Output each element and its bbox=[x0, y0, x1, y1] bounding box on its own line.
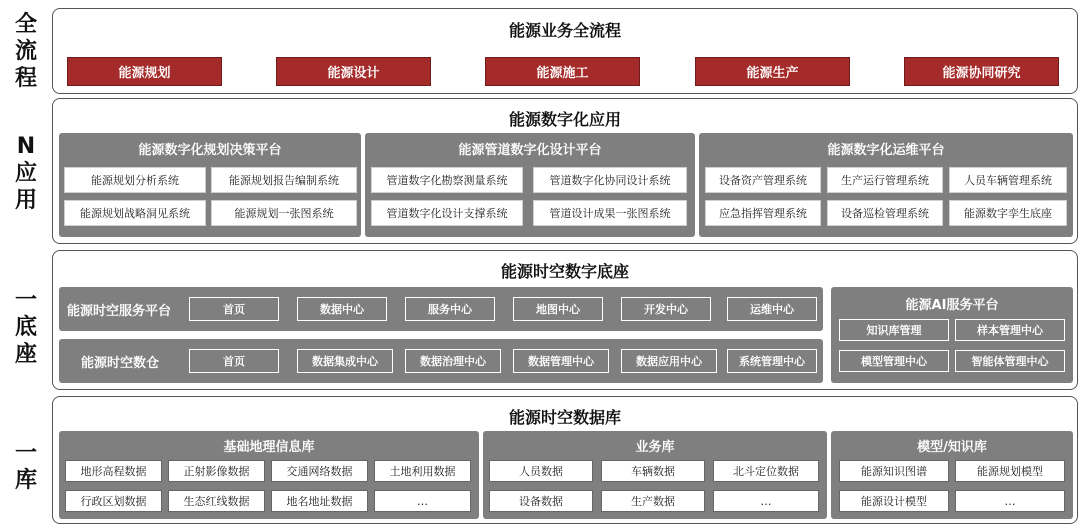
ai-platform-title: 能源AI服务平台 bbox=[905, 298, 999, 313]
db-layer-title: 能源时空数据库 bbox=[508, 408, 621, 427]
side-char: 应 bbox=[14, 160, 37, 186]
warehouse-item: 数据应用中心 bbox=[621, 349, 717, 373]
warehouse-item: 系统管理中心 bbox=[727, 349, 817, 373]
db-item: 地名地址数据 bbox=[271, 490, 368, 512]
platform-pipeline-design bbox=[365, 133, 695, 237]
flow-item-planning: 能源规划 bbox=[67, 57, 222, 86]
service-item: 首页 bbox=[189, 297, 279, 321]
side-label-base bbox=[0, 282, 52, 372]
db-group-title: 模型/知识库 bbox=[917, 440, 987, 455]
system-box: 管道数字化设计支撑系统 bbox=[371, 200, 523, 226]
platform-title: 能源数字化规划决策平台 bbox=[138, 143, 282, 158]
base-layer bbox=[52, 250, 1078, 390]
side-char: 一 bbox=[14, 287, 37, 313]
db-group-business bbox=[483, 431, 827, 519]
side-char: 全 bbox=[14, 11, 37, 37]
side-label-db bbox=[0, 432, 52, 502]
warehouse-item: 数据集成中心 bbox=[297, 349, 393, 373]
flow-item-research: 能源协同研究 bbox=[904, 57, 1059, 86]
service-item: 数据中心 bbox=[297, 297, 387, 321]
db-item: 生产数据 bbox=[601, 490, 705, 512]
system-box: 设备资产管理系统 bbox=[705, 167, 821, 193]
side-label-flow bbox=[0, 8, 52, 94]
warehouse-row bbox=[59, 339, 823, 383]
platform-operation bbox=[699, 133, 1073, 237]
system-box: 能源规划战略洞见系统 bbox=[64, 200, 206, 226]
db-layer bbox=[52, 396, 1078, 524]
db-item: 车辆数据 bbox=[601, 460, 705, 482]
flow-item-production: 能源生产 bbox=[695, 57, 850, 86]
ai-item: 样本管理中心 bbox=[955, 319, 1065, 341]
db-item: … bbox=[955, 490, 1065, 512]
db-item: 能源设计模型 bbox=[839, 490, 949, 512]
db-group-model bbox=[831, 431, 1073, 519]
platform-planning bbox=[59, 133, 361, 237]
base-layer-title: 能源时空数字底座 bbox=[500, 262, 629, 281]
db-item: 北斗定位数据 bbox=[713, 460, 819, 482]
service-platform-label: 能源时空服务平台 bbox=[67, 304, 172, 319]
apps-layer bbox=[52, 98, 1078, 244]
db-item: 能源规划模型 bbox=[955, 460, 1065, 482]
warehouse-label: 能源时空数仓 bbox=[81, 356, 160, 371]
db-group-title: 基础地理信息库 bbox=[223, 440, 315, 455]
platform-title: 能源数字化运维平台 bbox=[827, 143, 945, 158]
system-box: 能源规划分析系统 bbox=[64, 167, 206, 193]
db-item: 地形高程数据 bbox=[65, 460, 162, 482]
side-char: 用 bbox=[14, 187, 37, 213]
system-box: 设备巡检管理系统 bbox=[827, 200, 943, 226]
service-item: 运维中心 bbox=[727, 297, 817, 321]
db-group-title: 业务库 bbox=[635, 440, 675, 455]
service-platform-row bbox=[59, 287, 823, 331]
system-box: 应急指挥管理系统 bbox=[705, 200, 821, 226]
side-char: 座 bbox=[14, 341, 37, 367]
ai-item: 知识库管理 bbox=[839, 319, 949, 341]
ai-platform bbox=[831, 287, 1073, 383]
side-char: 一 bbox=[14, 441, 37, 466]
flow-item-design: 能源设计 bbox=[276, 57, 431, 86]
db-item: 行政区划数据 bbox=[65, 490, 162, 512]
warehouse-item: 数据治理中心 bbox=[405, 349, 501, 373]
system-box: 能源数字孪生底座 bbox=[949, 200, 1067, 226]
service-item: 服务中心 bbox=[405, 297, 495, 321]
db-item: … bbox=[713, 490, 819, 512]
system-box: 管道数字化勘察测量系统 bbox=[371, 167, 523, 193]
system-box: 生产运行管理系统 bbox=[827, 167, 943, 193]
flow-layer bbox=[52, 8, 1078, 94]
db-item: 生态红线数据 bbox=[168, 490, 265, 512]
db-group-geo bbox=[59, 431, 479, 519]
db-item: 设备数据 bbox=[489, 490, 593, 512]
db-item: 正射影像数据 bbox=[168, 460, 265, 482]
db-item: 土地利用数据 bbox=[374, 460, 471, 482]
platform-title: 能源管道数字化设计平台 bbox=[458, 143, 602, 158]
side-char: 程 bbox=[14, 65, 37, 91]
side-char: N bbox=[16, 133, 36, 159]
apps-layer-title: 能源数字化应用 bbox=[508, 110, 621, 129]
service-item: 地图中心 bbox=[513, 297, 603, 321]
db-item: 交通网络数据 bbox=[271, 460, 368, 482]
db-item: … bbox=[374, 490, 471, 512]
system-box: 管道设计成果一张图系统 bbox=[533, 200, 687, 226]
service-item: 开发中心 bbox=[621, 297, 711, 321]
db-item: 人员数据 bbox=[489, 460, 593, 482]
warehouse-item: 数据管理中心 bbox=[513, 349, 609, 373]
flow-layer-title: 能源业务全流程 bbox=[508, 21, 621, 40]
system-box: 人员车辆管理系统 bbox=[949, 167, 1067, 193]
db-item: 能源知识图谱 bbox=[839, 460, 949, 482]
side-char: 流 bbox=[14, 38, 37, 64]
side-char: 库 bbox=[14, 468, 37, 493]
side-char: 底 bbox=[14, 314, 37, 340]
system-box: 能源规划一张图系统 bbox=[211, 200, 357, 226]
system-box: 能源规划报告编制系统 bbox=[211, 167, 357, 193]
warehouse-item: 首页 bbox=[189, 349, 279, 373]
system-box: 管道数字化协同设计系统 bbox=[533, 167, 687, 193]
ai-item: 智能体管理中心 bbox=[955, 350, 1065, 372]
side-label-apps bbox=[0, 128, 52, 218]
ai-item: 模型管理中心 bbox=[839, 350, 949, 372]
flow-item-construction: 能源施工 bbox=[485, 57, 640, 86]
